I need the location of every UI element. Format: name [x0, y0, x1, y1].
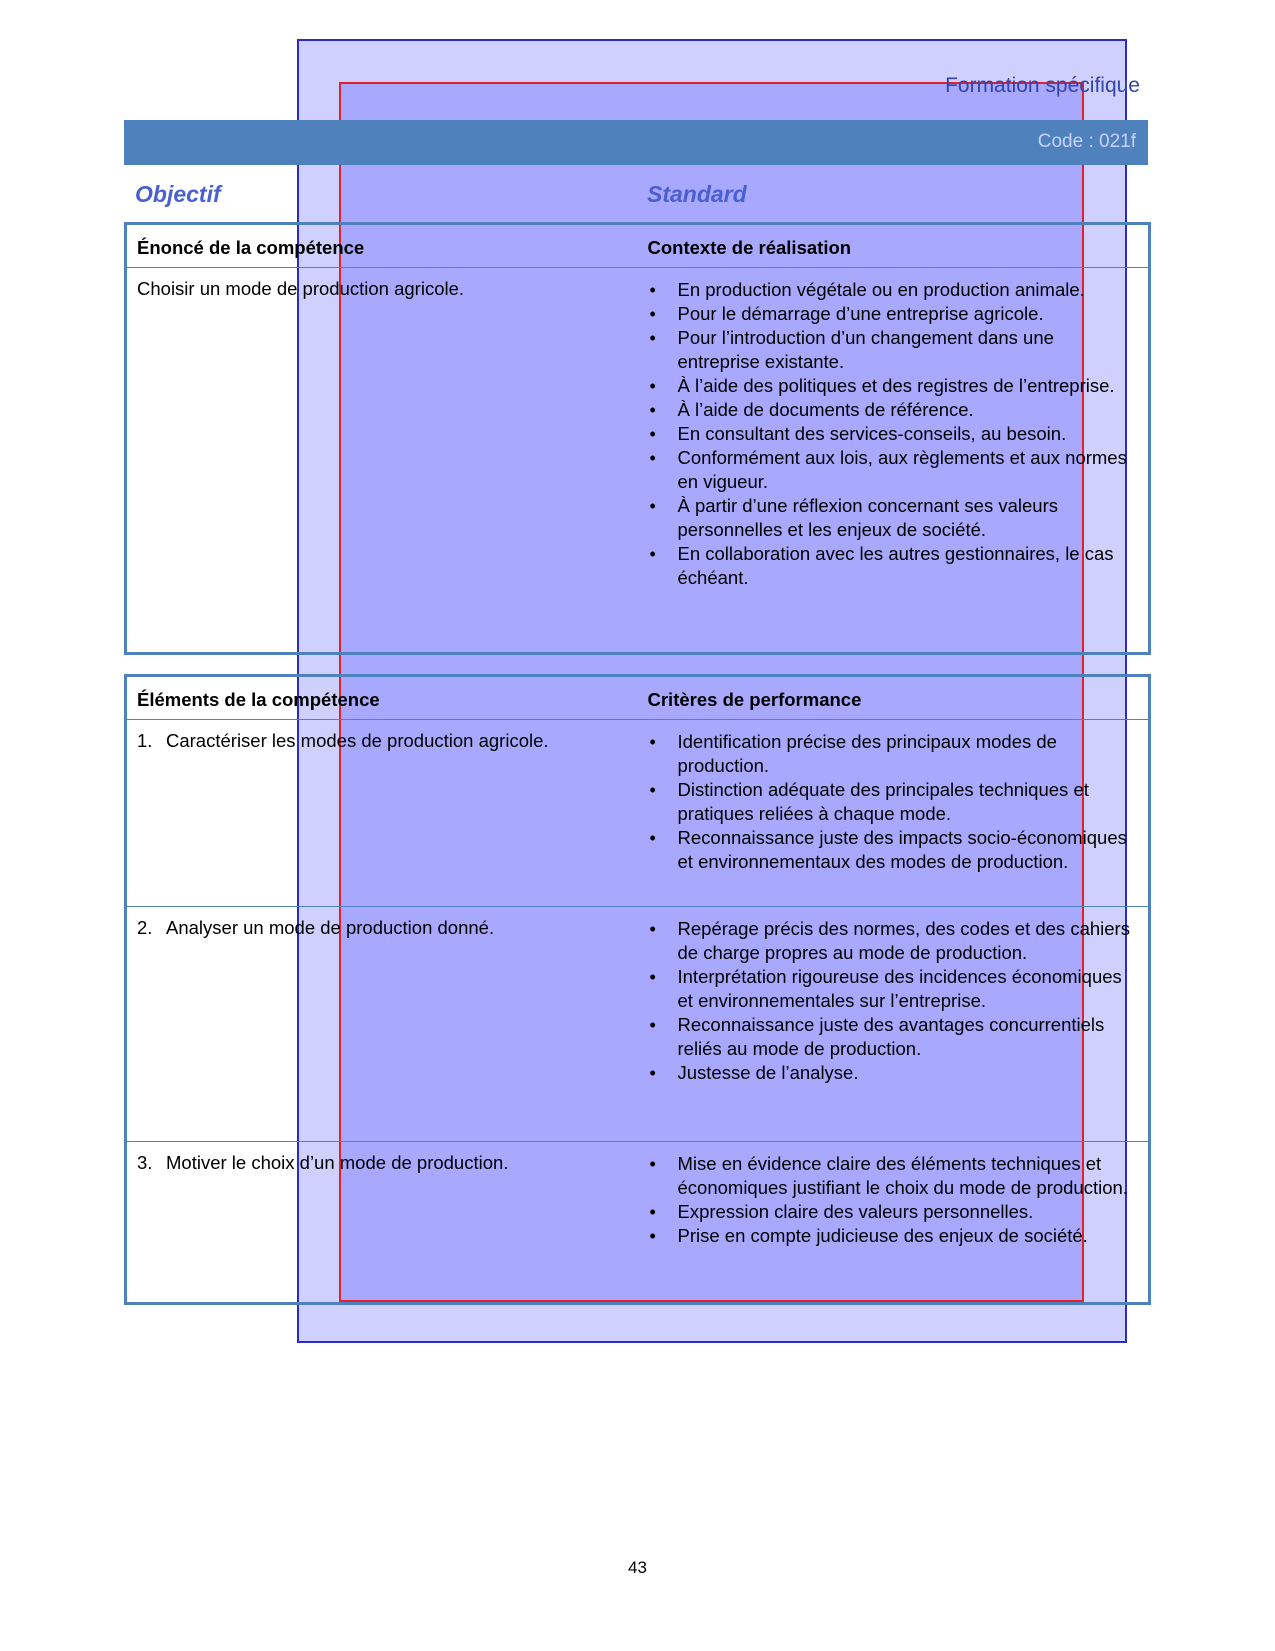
element-text: Motiver le choix d’un mode de production. — [166, 1152, 509, 1173]
list-item: • En collaboration avec les autres gestionnaires, le cas échéant. — [648, 542, 1139, 590]
element-number: 2. — [137, 917, 153, 938]
element-item — [137, 1152, 628, 1174]
list-item: • Pour le démarrage d’une entreprise agricole. — [648, 302, 1139, 326]
page-number: 43 — [628, 1558, 647, 1577]
table-row — [126, 907, 1150, 1142]
criteria-cell — [638, 907, 1150, 1142]
list-item: • Reconnaissance juste des avantages concurrentiels reliés au mode de production. — [648, 1013, 1139, 1061]
criteria-list — [648, 1152, 1139, 1248]
list-item: • Conformément aux lois, aux règlements et aux normes en vigueur. — [648, 446, 1139, 494]
element-cell — [126, 907, 638, 1142]
competence-statement: Choisir un mode de production agricole. — [137, 278, 465, 299]
list-item: • Prise en compte judicieuse des enjeux de société. — [648, 1224, 1139, 1248]
criteria-cell — [638, 1142, 1150, 1304]
list-item: • Justesse de l’analyse. — [648, 1061, 1139, 1085]
element-text: Caractériser les modes de production agricole. — [166, 730, 549, 751]
header-title: Formation spécifique — [945, 74, 1140, 97]
col-header-context: Contexte de réalisation — [638, 224, 1150, 268]
criteria-cell — [638, 720, 1150, 907]
element-number: 3. — [137, 1152, 153, 1173]
table-row — [126, 268, 1150, 654]
heading-objectif: Objectif — [135, 181, 221, 207]
heading-standard: Standard — [647, 181, 747, 207]
context-cell — [638, 268, 1150, 654]
list-item: • Expression claire des valeurs personnelles. — [648, 1200, 1139, 1224]
list-item: • Reconnaissance juste des impacts socio-économiques et environnementaux des modes de production. — [648, 826, 1139, 874]
element-number: 1. — [137, 730, 153, 751]
element-item — [137, 730, 628, 752]
element-item — [137, 917, 628, 939]
list-item: • Identification précise des principaux modes de production. — [648, 730, 1139, 778]
list-item: • Distinction adéquate des principales techniques et pratiques reliées à chaque mode. — [648, 778, 1139, 826]
list-item: • À l’aide des politiques et des registres de l’entreprise. — [648, 374, 1139, 398]
code-label: Code : 021f — [1037, 131, 1136, 152]
table-header-row — [126, 676, 1150, 720]
col-header-criteria: Critères de performance — [638, 676, 1150, 720]
table-row — [126, 1142, 1150, 1304]
col-header-statement: Énoncé de la compétence — [126, 224, 638, 268]
element-cell — [126, 1142, 638, 1304]
criteria-list — [648, 730, 1139, 874]
table-row — [126, 720, 1150, 907]
list-item: • En consultant des services-conseils, au besoin. — [648, 422, 1139, 446]
list-item: • Repérage précis des normes, des codes et des cahiers de charge propres au mode de production. — [648, 917, 1139, 965]
element-cell — [126, 720, 638, 907]
list-item: • Pour l’introduction d’un changement dans une entreprise existante. — [648, 326, 1139, 374]
col-header-elements: Éléments de la compétence — [126, 676, 638, 720]
list-item: • À l’aide de documents de référence. — [648, 398, 1139, 422]
element-text: Analyser un mode de production donné. — [166, 917, 495, 938]
code-bar — [124, 120, 1148, 165]
list-item: • Interprétation rigoureuse des incidences économiques et environnementales sur l’entreprise. — [648, 965, 1139, 1013]
criteria-list — [648, 917, 1139, 1085]
list-item: • À partir d’une réflexion concernant ses valeurs personnelles et les enjeux de société. — [648, 494, 1139, 542]
context-list — [648, 278, 1139, 590]
table-header-row — [126, 224, 1150, 268]
list-item: • En production végétale ou en production animale. — [648, 278, 1139, 302]
list-item: • Mise en évidence claire des éléments techniques et économiques justifiant le choix du mode de production. — [648, 1152, 1139, 1200]
competence-elements-table — [124, 674, 1151, 1305]
competence-statement-table — [124, 222, 1151, 655]
